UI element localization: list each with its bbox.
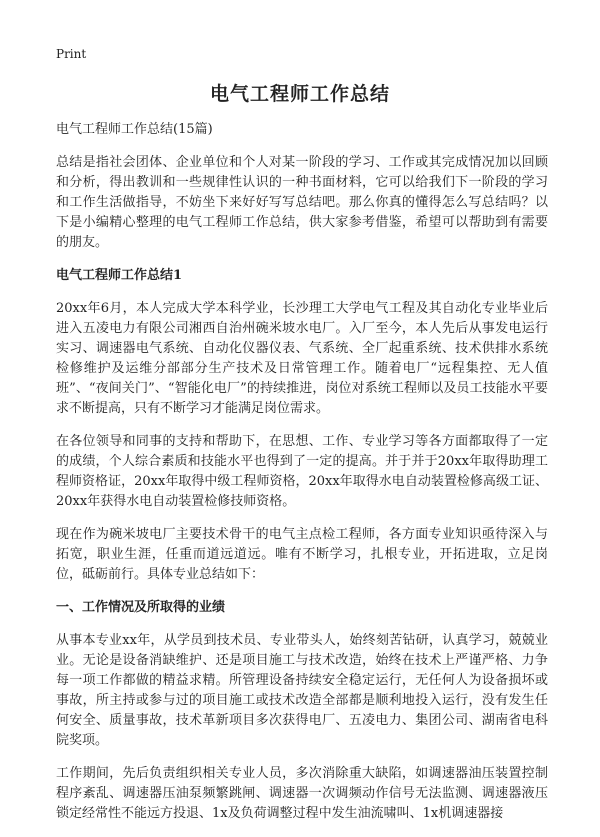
intro-paragraph: 总结是指社会团体、企业单位和个人对某一阶段的学习、工作或其完成情况加以回顾和分析，得出教训和一些规律性认识的一种书面材料，它可以给我们下一阶段的学习和工作生活做指导，不妨坐下来好好写写总结吧。那么你真的懂得怎么写总结吗？以下是小编精心整理的电气工程师工作总结，供大家参考借鉴，希望可以帮助到有需要的朋友。 <box>56 155 548 250</box>
paragraph-2: 在各位领导和同事的支持和帮助下，在思想、工作、专业学习等各方面都取得了一定的成绩，个人综合素质和技能水平也得到了一定的提高。并于并于20xx年取得助理工程师资格证，20xx年取得中级工程师资格，20xx年取得水电自动装置检修高级工证、20xx年获得水电自动装置检修技师资格。 <box>56 434 548 509</box>
article-body <box>56 120 548 837</box>
section-heading-1: 电气工程师工作总结1 <box>56 268 183 283</box>
paragraph-4: 从事本专业xx年，从学员到技术员、专业带头人，始终刻苦钻研，认真学习，兢兢业业。无论是设备消缺维护、还是项目施工与技术改造，始终在技术上严谨严格、力争每一项工作都做的精益求精。所管理设备持续安全稳定运行，无任何人为设备损坏或事故，所主持或参与过的项目施工或技术改造全部都是顺利地投入运行，没有发生任何安全、质量事故，技术革新项目多次获得电厂、五凌电力、集团公司、湖南省电科院奖项。 <box>56 633 548 748</box>
paragraph-5: 工作期间，先后负责组织相关专业人员，多次消除重大缺陷，如调速器油压装置控制程序紊乱、调速器压油泵频繁跳闸、调速器一次调频动作信号无法监测、调速器液压锁定经常性不能远方投退、1x及负荷调整过程中发生油流啸叫、1x机调速器接 <box>56 766 548 821</box>
paragraph-3: 现在作为碗米坡电厂主要技术骨干的电气主点检工程师，各方面专业知识亟待深入与拓宽，职业生涯，任重而道远道远。唯有不断学习，扎根专业，开拓进取，立足岗位，砥砺前行。具体专业总结如下： <box>56 527 548 582</box>
print-link[interactable]: Print <box>56 47 87 61</box>
section-heading-2: 一、工作情况及所取得的业绩 <box>56 600 226 615</box>
document-subtitle: 电气工程师工作总结(15篇) <box>56 122 213 137</box>
paragraph-1: 20xx年6月，本人完成大学本科学业，长沙理工大学电气工程及其自动化专业毕业后进入五凌电力有限公司湘西自治州碗米坡水电厂。入厂至今，本人先后从事发电运行实习、调速器电气系统、自动化仪器仪表、气系统、全厂起重系统、技术供排水系统检修维护及运维分部部分生产技术及日常管理工作。随着电厂“远程集控、无人值班”、“夜间关门”、“智能化电厂”的持续推进，岗位对系统工程师以及员工技能水平要求不断提高，只有不断学习才能满足岗位需求。 <box>56 301 548 416</box>
page-title: 电气工程师工作总结 <box>209 83 390 105</box>
